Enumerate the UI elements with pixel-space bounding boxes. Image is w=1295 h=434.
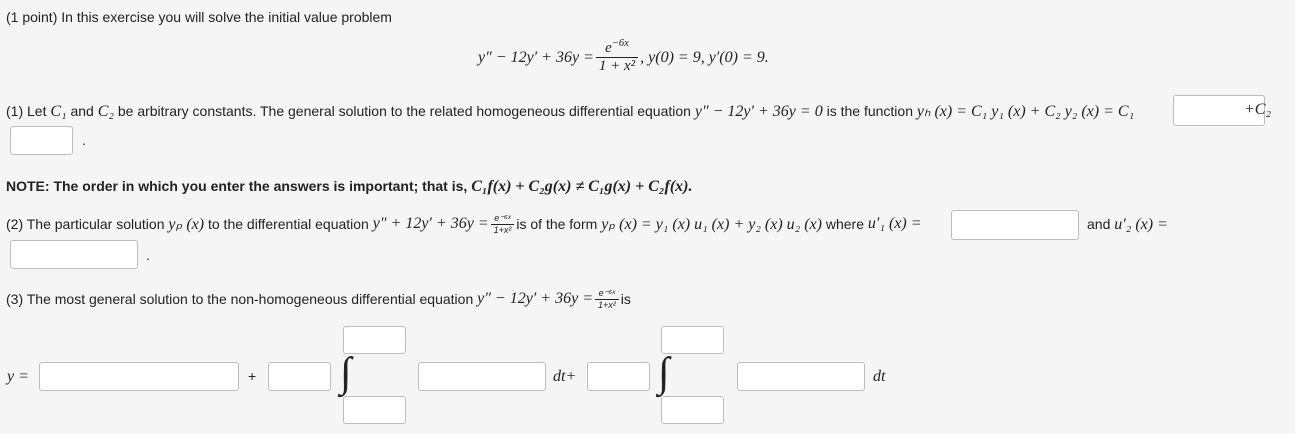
part1-line (6, 101, 1134, 121)
part2-frac-num: e⁻⁶ˣ (494, 213, 511, 223)
plus-c2-label: +C₂ (1244, 101, 1272, 118)
integral1-sign: ∫ (340, 350, 352, 396)
integral2-upper-limit-input[interactable] (661, 326, 724, 354)
part3-text-a: (3) The most general solution to the non-homogeneous differential equation (6, 291, 474, 307)
plus-sign: + (248, 368, 257, 384)
part2-u1-label: u′₁ (x) = (867, 215, 922, 232)
note-text: NOTE: The order in which you enter the answers is important; that is, (6, 178, 468, 194)
ivp-frac-den: 1 + x² (596, 57, 638, 75)
part3-line (6, 283, 631, 315)
part3-frac-den: 1+x² (595, 299, 619, 310)
part1-homog-eq: y″ − 12y′ + 36y = 0 (694, 103, 823, 120)
part2-period: . (146, 247, 150, 263)
ivp-conditions: , y(0) = 9, y′(0) = 9. (640, 48, 769, 66)
integral2-lower-limit-input[interactable] (661, 396, 724, 424)
part1-text-d: is the function (826, 103, 913, 119)
part2-eq: y″ + 12y′ + 36y = (372, 215, 489, 232)
part2-yp: yₚ (x) (168, 216, 205, 233)
u2-input[interactable] (10, 240, 138, 269)
integral2-integrand-input[interactable] (737, 362, 865, 391)
integral2-sign: ∫ (658, 350, 670, 396)
part2-text-c: is of the form (516, 216, 598, 232)
ivp-equation (478, 40, 769, 75)
note-math: C₁f(x) + C₂g(x) ≠ C₁g(x) + C₂f(x). (471, 178, 693, 195)
part2-text-b: to the differential equation (207, 216, 369, 232)
ivp-frac-num: e (605, 40, 612, 56)
part1-text-c: be arbitrary constants. The general solution to the related homogeneous differential equation (117, 103, 691, 119)
part1-c2: C₂ (97, 103, 114, 120)
ivp-fraction (596, 40, 638, 75)
general-solution-coef1-input[interactable] (268, 362, 331, 391)
part2-u2-label: u′₂ (x) = (1114, 216, 1168, 233)
part3-eq: y″ − 12y′ + 36y = (477, 290, 593, 307)
u1-input[interactable] (951, 210, 1079, 240)
part2-text-a: (2) The particular solution (6, 216, 165, 232)
part1-period: . (82, 132, 86, 148)
part2-text-d: where (825, 216, 865, 232)
y2-input[interactable] (10, 126, 73, 155)
note-line (6, 178, 692, 196)
part2-u2-group (1087, 216, 1168, 234)
integral1-upper-limit-input[interactable] (343, 326, 406, 354)
general-solution-term1-input[interactable] (39, 362, 239, 391)
ivp-frac-num-exp: −6x (611, 38, 629, 49)
part2-frac-den: 1+x² (491, 224, 515, 235)
part1-yh: yₕ (x) = C₁ y₁ (x) + C₂ y₂ (x) = C₁ (916, 103, 1135, 120)
dt-label: dt (873, 368, 886, 385)
dt-plus-label: dt+ (553, 368, 577, 385)
part2-line (6, 208, 922, 240)
part3-text-b: is (620, 291, 631, 307)
part3-frac-num: e⁻⁶ˣ (598, 288, 616, 298)
part1-text-b: and (70, 103, 94, 119)
intro-text: (1 point) In this exercise you will solve the initial value problem (6, 9, 392, 25)
y-equals-label: y = (7, 368, 29, 385)
ivp-lhs: y″ − 12y′ + 36y = (478, 48, 594, 66)
part2-and: and (1087, 216, 1111, 232)
part2-fraction (491, 213, 515, 235)
part1-c1: C₁ (50, 103, 67, 120)
part3-fraction (595, 288, 619, 310)
integral1-integrand-input[interactable] (418, 362, 546, 391)
general-solution-coef2-input[interactable] (587, 362, 650, 391)
part1-text-a: (1) Let (6, 103, 47, 119)
part2-form: yₚ (x) = y₁ (x) u₁ (x) + y₂ (x) u₂ (x) (601, 216, 822, 233)
integral1-lower-limit-input[interactable] (343, 396, 406, 424)
